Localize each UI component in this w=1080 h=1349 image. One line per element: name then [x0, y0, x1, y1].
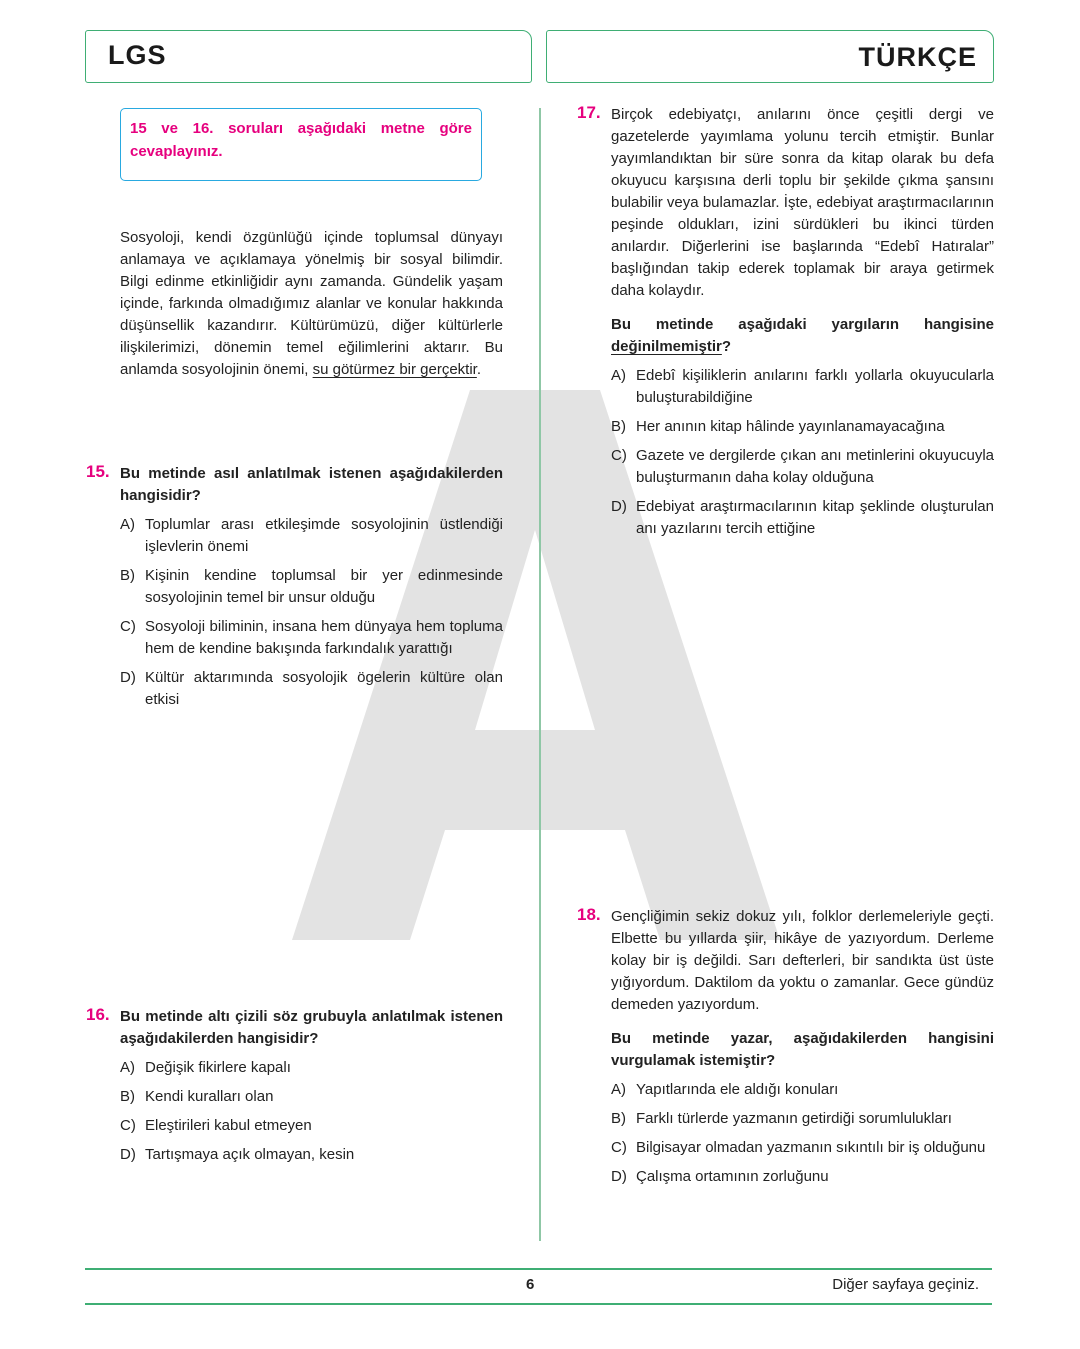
answer-option[interactable] [120, 565, 503, 609]
stem-underlined: değinilmemiştir [611, 338, 722, 355]
question-number: 18. [577, 905, 601, 924]
answer-option[interactable] [120, 616, 503, 660]
question-18 [577, 905, 994, 1195]
instruction-box [120, 108, 482, 181]
question-text: Birçok edebiyatçı, anılarını önce çeşitli dergi ve gazetelerde yayımlama yolunu tercih etmiştir. Bunlar yayımlandıktan bir süre sonra da kitap olarak bu defa okuyucu karşısına derli toplu bir şekilde çıkma şansını bulabilir veya bulamazlar. İşte, edebiyat araştırmacılarının peşinde oldukları, izini sürdükleri bu ikinci türden anılardır. Diğerlerini ise başlarında “Edebî Hatıralar” başlığından takip ederek toplamak bir araya getirmek daha kolaydır. [611, 106, 994, 299]
option-letter: C) [611, 447, 627, 464]
answer-option[interactable] [611, 496, 994, 540]
option-letter: A) [120, 1059, 135, 1076]
option-text: Değişik fikirlere kapalı [145, 1059, 291, 1076]
answer-option[interactable] [611, 416, 994, 438]
option-letter: B) [611, 418, 626, 435]
option-text: Edebî kişiliklerin anılarını farklı yollarla okuyucularla buluşturabildiğine [636, 367, 994, 406]
next-page-note: Diğer sayfaya geçiniz. [832, 1276, 979, 1293]
option-text: Tartışmaya açık olmayan, kesin [145, 1146, 355, 1163]
answer-option[interactable] [120, 1115, 503, 1137]
question-stem: Bu metinde altı çizili söz grubuyla anlatılmak istenen aşağıdakilerden hangisidir? [120, 1008, 503, 1047]
question-number: 17. [577, 103, 601, 122]
answer-option[interactable] [611, 1108, 994, 1130]
answer-option[interactable] [120, 514, 503, 558]
footer-line-bottom [85, 1303, 992, 1305]
answer-option[interactable] [120, 667, 503, 711]
answer-option[interactable] [611, 1137, 994, 1159]
option-letter: B) [611, 1110, 626, 1127]
option-letter: A) [120, 516, 135, 533]
question-stem: Bu metinde yazar, aşağıdakilerden hangisini vurgulamak istemiştir? [611, 1030, 994, 1069]
question-stem [611, 314, 994, 358]
underlined-phrase: su götürmez bir gerçektir [312, 361, 477, 378]
answer-option[interactable] [611, 1079, 994, 1101]
stem-text: Bu metinde aşağıdaki yargıların hangisine [611, 316, 994, 333]
option-letter: A) [611, 1081, 626, 1098]
option-text: Kültür aktarımında sosyolojik ögelerin kültüre olan etkisi [145, 669, 503, 708]
option-text: Çalışma ortamının zorluğunu [636, 1168, 829, 1185]
column-divider [539, 108, 541, 1241]
option-text: Eleştirileri kabul etmeyen [145, 1117, 312, 1134]
option-text: Gazete ve dergilerde çıkan anı metinlerini okuyucuyla buluşturmanın daha kolay olduğuna [636, 447, 994, 486]
instruction-text: 15 ve 16. soruları aşağıdaki metne göre cevaplayınız. [130, 120, 472, 160]
question-17 [577, 103, 994, 547]
question-number: 15. [86, 462, 110, 481]
option-letter: A) [611, 367, 626, 384]
footer-line-top [85, 1268, 992, 1270]
answer-option[interactable] [120, 1086, 503, 1108]
passage-text: Sosyoloji, kendi özgünlüğü içinde toplumsal dünyayı anlamaya ve açıklamaya yönelmiş bir sosyal bilimdir. Bilgi edinme etkinliğidir aynı zamanda. Gündelik yaşam içinde, farkında olmadığımız alanlar ve konular hakkında düşünsellik kazandırır. Kültürümüzü, diğer kültürlerle ilişkilerimizi, dönemin temel eğilimlerini aktarır. Bu anlamda sosyolojinin önemi, [120, 229, 503, 378]
question-stem: Bu metinde asıl anlatılmak istenen aşağıdakilerden hangisidir? [120, 465, 503, 504]
option-text: Farklı türlerde yazmanın getirdiği sorumlulukları [636, 1110, 952, 1127]
option-letter: C) [120, 1117, 136, 1134]
option-letter: C) [120, 618, 136, 635]
option-text: Toplumlar arası etkileşimde sosyolojinin üstlendiği işlevlerin önemi [145, 516, 503, 555]
option-text: Her anının kitap hâlinde yayınlanamayacağına [636, 418, 945, 435]
answer-option[interactable] [611, 1166, 994, 1188]
answer-option[interactable] [120, 1057, 503, 1079]
option-text: Kendi kuralları olan [145, 1088, 274, 1105]
question-text: Gençliğimin sekiz dokuz yılı, folklor derlemeleriyle geçti. Elbette bu yıllarda şiir, hikâye de yazıyordum. Derleme kolay bir iş değildi. Sarı defterleri, bir sandıkta üst üste yığıyordum. Daktilom da yoktu o zamanlar. Gece gündüz demeden yazıyordum. [611, 908, 994, 1013]
question-16 [86, 1005, 503, 1173]
option-letter: B) [120, 1088, 135, 1105]
option-text: Kişinin kendine toplumsal bir yer edinmesinde sosyolojinin temel bir unsur olduğu [145, 567, 503, 606]
stem-end: ? [721, 338, 732, 355]
option-text: Yapıtlarında ele aldığı konuları [636, 1081, 839, 1098]
header-subject: TÜRKÇE [546, 30, 994, 83]
answer-option[interactable] [120, 1144, 503, 1166]
option-letter: D) [120, 1146, 136, 1163]
option-letter: D) [611, 1168, 627, 1185]
reading-passage [120, 227, 503, 381]
answer-option[interactable] [611, 365, 994, 409]
question-15 [86, 462, 503, 718]
header-exam-name: LGS [85, 30, 532, 83]
answer-option[interactable] [611, 445, 994, 489]
option-letter: B) [120, 567, 135, 584]
option-text: Sosyoloji biliminin, insana hem dünyaya hem topluma hem de kendine bakışında farkındalık yarattığı [145, 618, 503, 657]
option-text: Bilgisayar olmadan yazmanın sıkıntılı bir iş olduğunu [636, 1139, 986, 1156]
passage-end: . [476, 361, 482, 378]
option-letter: C) [611, 1139, 627, 1156]
option-letter: D) [120, 669, 136, 686]
option-letter: D) [611, 498, 627, 515]
option-text: Edebiyat araştırmacılarının kitap şeklinde oluşturulan anı yazılarını tercih ettiğine [636, 498, 994, 537]
page-number: 6 [526, 1276, 535, 1293]
question-number: 16. [86, 1005, 110, 1024]
